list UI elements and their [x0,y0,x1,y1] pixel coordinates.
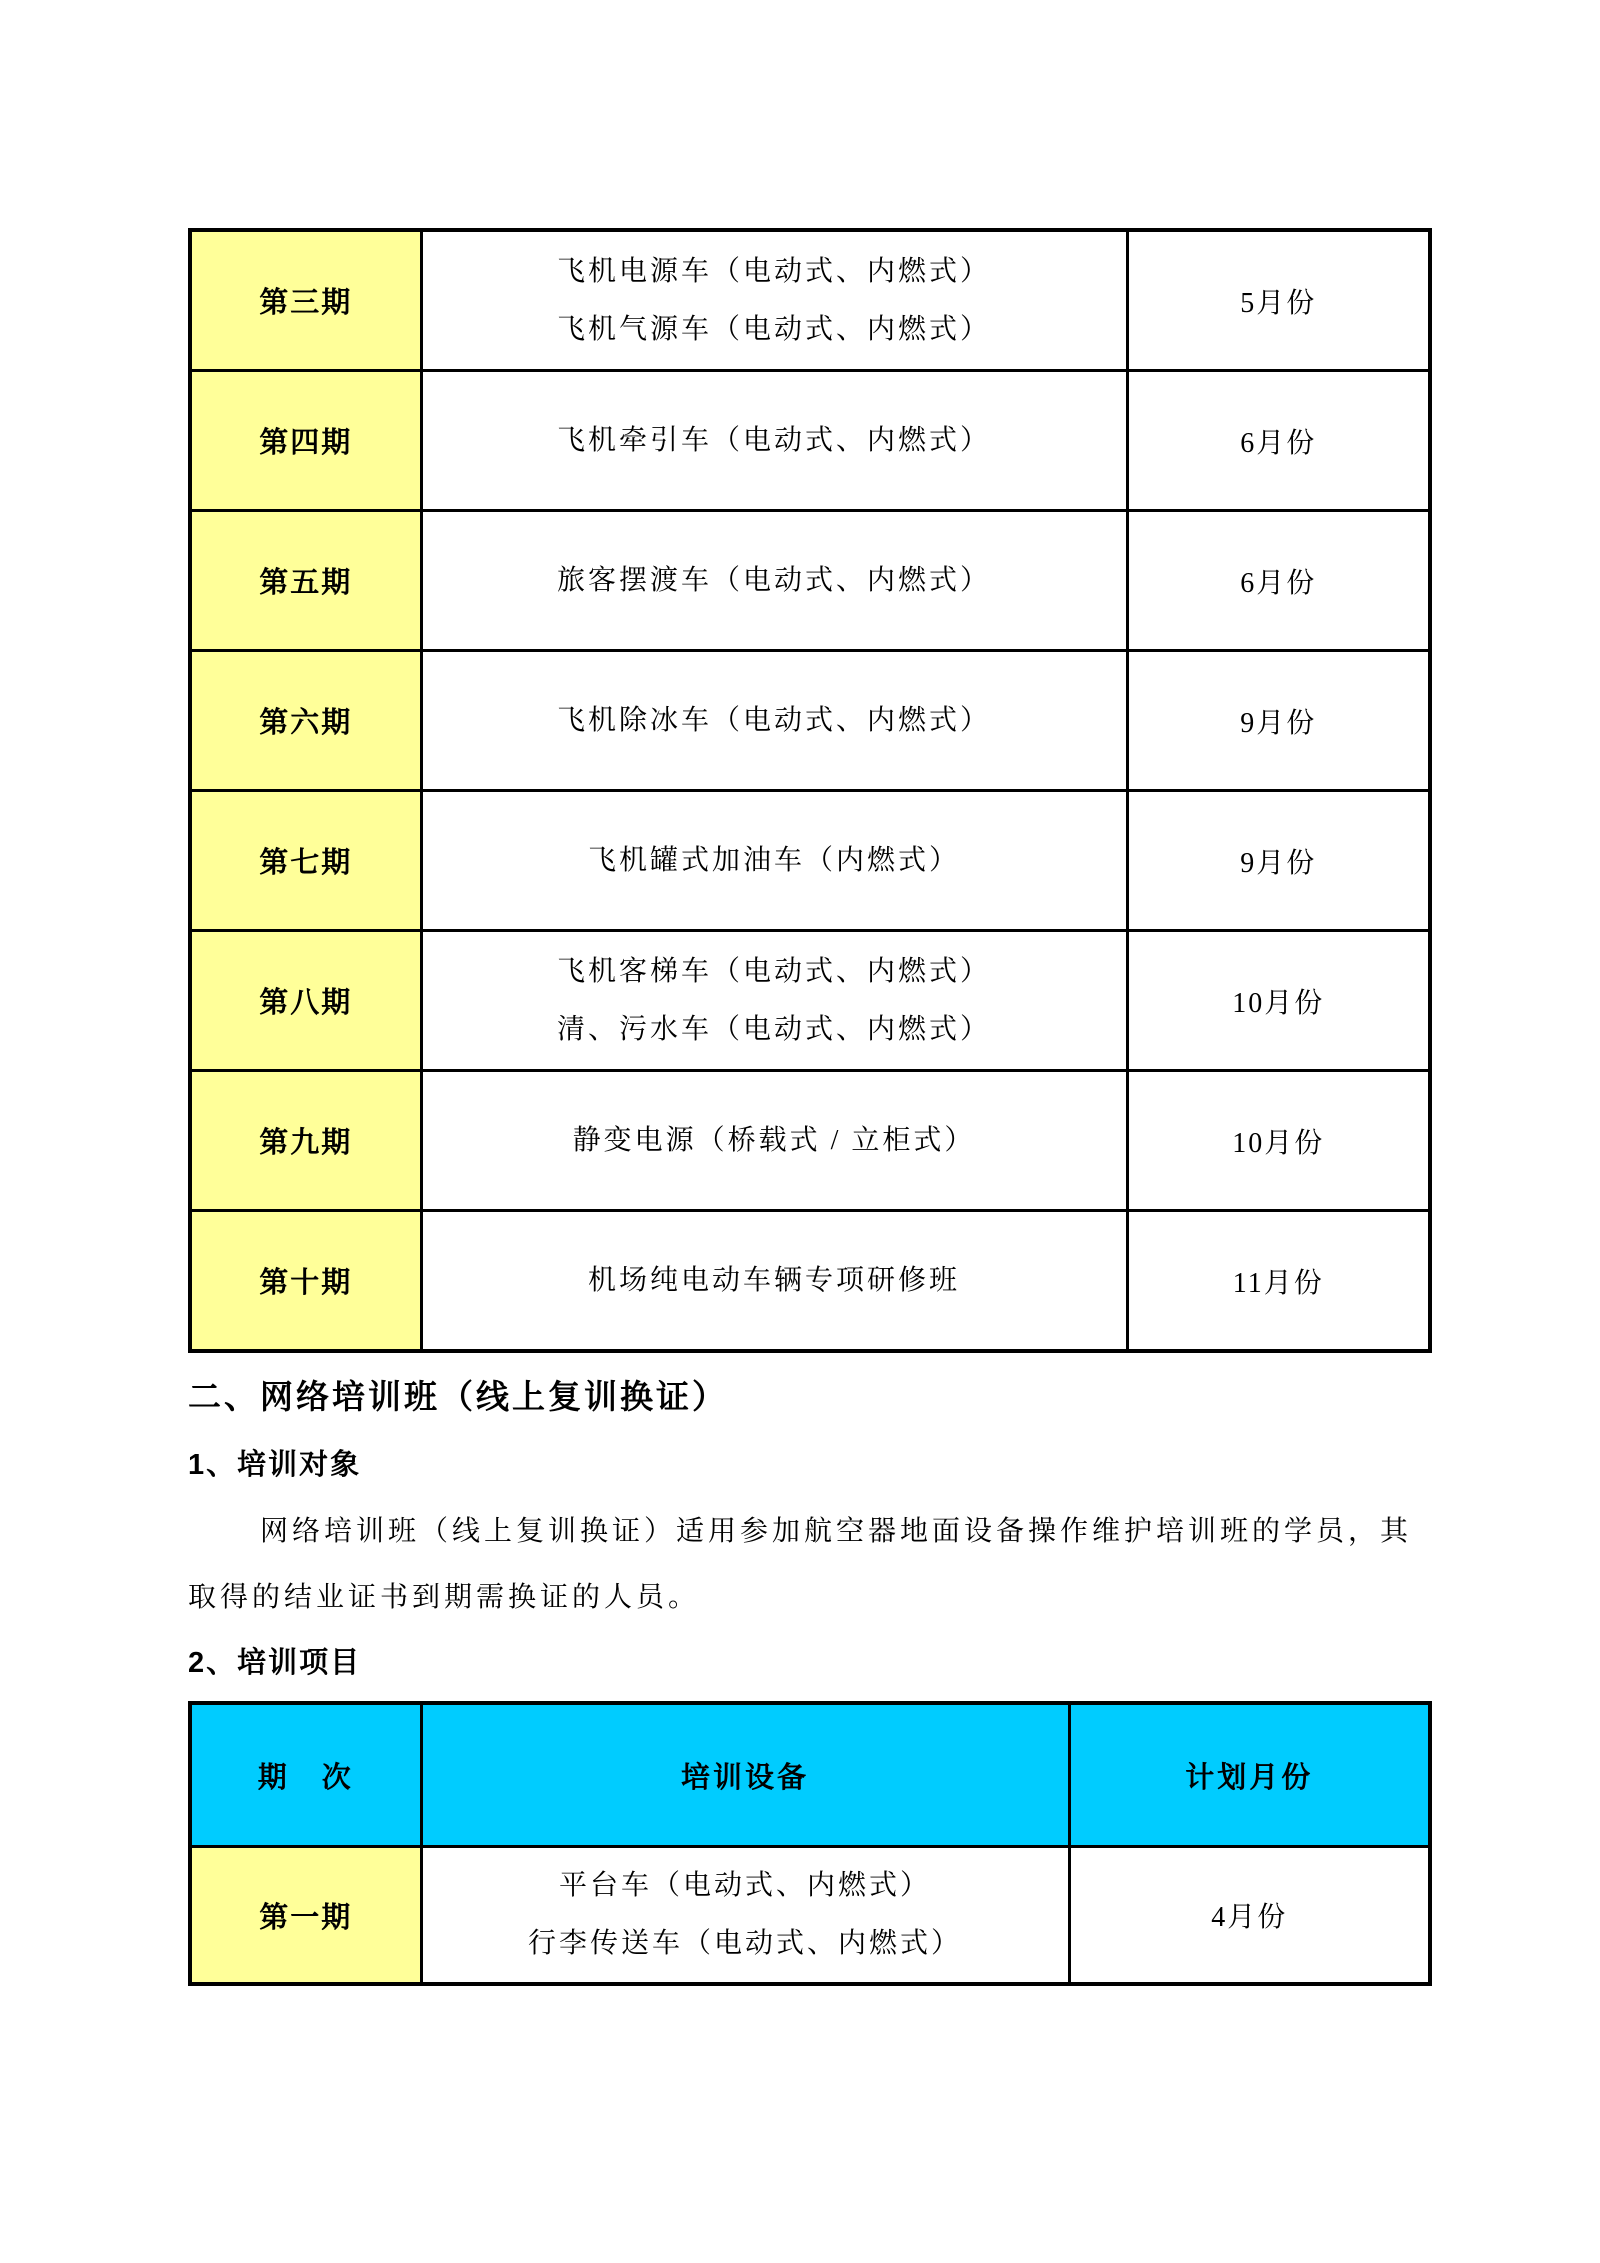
table-row [190,651,1430,791]
device-line: 清、污水车（电动式、内燃式） [556,1013,991,1045]
month-cell: 9月份 [1127,791,1430,931]
period-cell: 第七期 [190,791,421,931]
device-line: 机场纯电动车辆专项研修班 [587,1264,960,1296]
header-device: 培训设备 [421,1703,1069,1847]
device-cell [421,371,1127,511]
month-cell: 10月份 [1127,1071,1430,1211]
table-2-header [190,1703,1430,1847]
device-cell [421,1211,1127,1352]
table-row [190,1071,1430,1211]
month-cell: 6月份 [1127,371,1430,511]
device-cell [421,1847,1069,1985]
table-2-wrapper [188,1701,1428,1986]
training-schedule-table-1 [188,228,1432,1353]
device-cell [421,1071,1127,1211]
subsection-2-heading: 2、培训项目 [188,1647,362,1679]
month-cell: 5月份 [1127,230,1430,371]
period-cell: 第三期 [190,230,421,371]
device-cell [421,931,1127,1071]
training-schedule-table-2 [188,1701,1432,1986]
device-line: 行李传送车（电动式、内燃式） [527,1928,962,1959]
period-cell: 第六期 [190,651,421,791]
month-cell: 11月份 [1127,1211,1430,1352]
device-line: 飞机客梯车（电动式、内燃式） [556,955,991,987]
period-cell: 第一期 [190,1847,421,1985]
table-row [190,1847,1430,1985]
table-1-body [190,230,1430,1351]
table-row [190,931,1430,1071]
table-row [190,511,1430,651]
table-row [190,791,1430,931]
table-row [190,230,1430,371]
month-cell: 6月份 [1127,511,1430,651]
device-line: 飞机除冰车（电动式、内燃式） [556,704,991,736]
training-target-paragraph: 网络培训班（线上复训换证）适用参加航空器地面设备操作维护培训班的学员，其取得的结业证书到期需换证的人员。 [188,1516,1413,1613]
period-cell: 第九期 [190,1071,421,1211]
period-cell: 第十期 [190,1211,421,1352]
device-line: 飞机罐式加油车（内燃式） [587,844,960,876]
table-row [190,1211,1430,1352]
header-month: 计划月份 [1069,1703,1430,1847]
period-cell: 第五期 [190,511,421,651]
month-cell: 10月份 [1127,931,1430,1071]
month-cell: 9月份 [1127,651,1430,791]
device-line: 静变电源（桥载式 / 立柜式） [572,1124,976,1156]
device-line: 飞机牵引车（电动式、内燃式） [556,424,991,456]
header-period: 期 次 [190,1703,421,1847]
month-cell: 4月份 [1069,1847,1430,1985]
device-cell [421,791,1127,931]
document-content [188,228,1428,1986]
subsection-1-heading: 1、培训对象 [188,1449,362,1481]
table-2-body [190,1847,1430,1985]
device-cell [421,230,1127,371]
device-line: 旅客摆渡车（电动式、内燃式） [556,564,991,596]
section-heading: 二、网络培训班（线上复训换证） [188,1378,728,1415]
table-header-row [190,1703,1430,1847]
period-cell: 第四期 [190,371,421,511]
period-cell: 第八期 [190,931,421,1071]
device-line: 平台车（电动式、内燃式） [558,1870,931,1901]
device-line: 飞机电源车（电动式、内燃式） [556,255,991,287]
device-cell [421,511,1127,651]
table-row [190,371,1430,511]
device-line: 飞机气源车（电动式、内燃式） [556,313,991,345]
device-cell [421,651,1127,791]
